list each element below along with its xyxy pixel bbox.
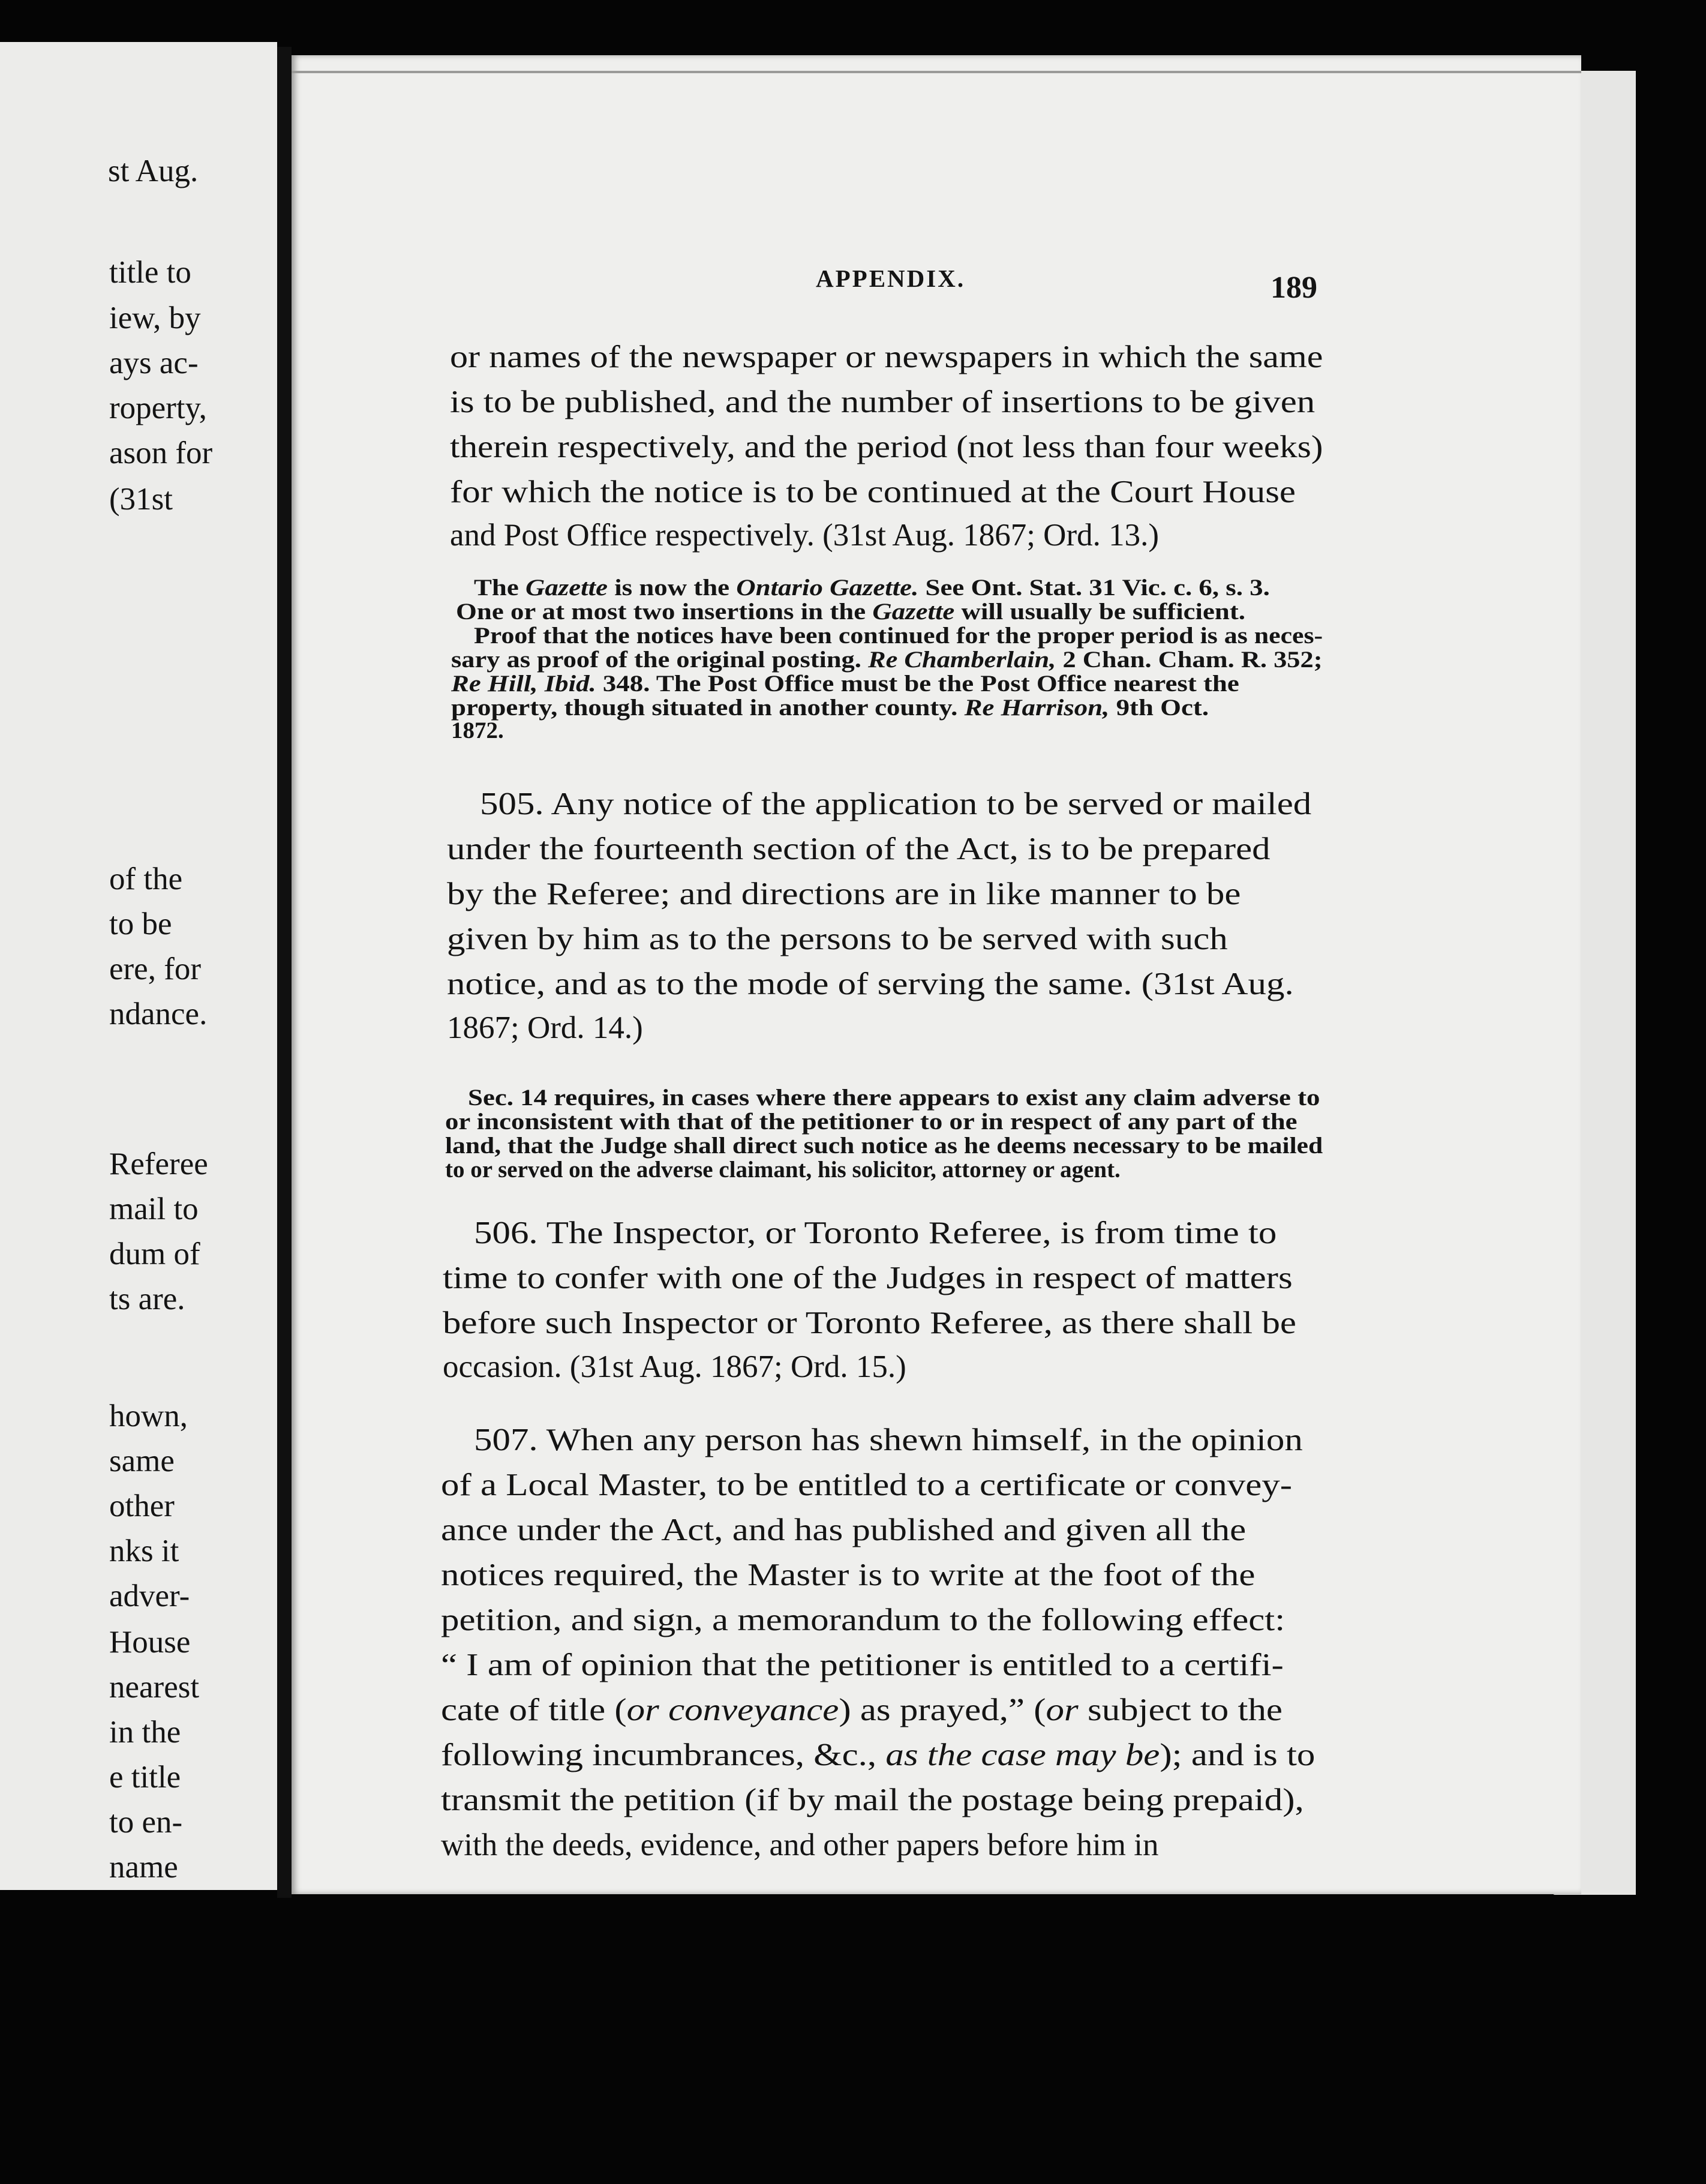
note-line: One or at most two insertions in the Gazette will usually be sufficient. (456, 599, 1246, 625)
page-top-edge (292, 71, 1581, 73)
book-gutter (277, 47, 292, 1898)
text-line: 1867; Ord. 14.) (447, 1010, 643, 1045)
left-page-fragment: ts are. (109, 1282, 185, 1316)
note-line: sary as proof of the original posting. Re Chamberlain, 2 Chan. Cham. R. 352; (451, 647, 1323, 673)
left-page-fragment: nks it (109, 1534, 179, 1568)
left-page-fragment: other (109, 1489, 175, 1523)
left-page-fragment: of the (109, 862, 183, 896)
note-line: to or served on the adverse claimant, his solicitor, attorney or agent. (445, 1157, 1121, 1183)
left-page-fragment: name (109, 1850, 178, 1885)
left-page-fragment: roperty, (109, 391, 207, 425)
text-line: time to confer with one of the Judges in respect of matters (443, 1261, 1293, 1295)
text-line: notice, and as to the mode of serving the same. (31st Aug. (447, 967, 1294, 1001)
text-line: with the deeds, evidence, and other papers before him in (441, 1828, 1159, 1862)
text-line: or names of the newspaper or newspapers in which the same (450, 340, 1323, 374)
text-line: under the fourteenth section of the Act, is to be prepared (447, 832, 1271, 866)
text-line: given by him as to the persons to be served with such (447, 922, 1228, 956)
note-line: The Gazette is now the Ontario Gazette. See Ont. Stat. 31 Vic. c. 6, s. 3. (474, 575, 1270, 601)
text-line: of a Local Master, to be entitled to a certificate or convey- (441, 1468, 1293, 1502)
running-head: APPENDIX. (816, 265, 966, 292)
text-line: cate of title (or conveyance) as prayed,” (or subject to the (441, 1693, 1282, 1727)
text-line: 507. When any person has shewn himself, in the opinion (474, 1423, 1303, 1457)
text-line: before such Inspector or Toronto Referee, as there shall be (443, 1306, 1296, 1340)
left-page-fragment: nearest (109, 1670, 200, 1705)
left-facing-page (0, 42, 277, 1890)
left-page-fragment: ays ac- (109, 346, 199, 380)
left-page-fragment: ason for (109, 436, 213, 470)
note-line: Re Hill, Ibid. 348. The Post Office must be the Post Office nearest the (451, 671, 1239, 697)
left-page-fragment: ere, for (109, 952, 201, 986)
note-line: or inconsistent with that of the petitioner to or in respect of any part of the (445, 1109, 1297, 1135)
text-line: and Post Office respectively. (31st Aug. 1867; Ord. 13.) (450, 518, 1159, 553)
text-line: petition, and sign, a memorandum to the following effect: (441, 1603, 1285, 1637)
text-line: 506. The Inspector, or Toronto Referee, is from time to (474, 1216, 1277, 1250)
page-number: 189 (1271, 271, 1317, 305)
text-line: 505. Any notice of the application to be served or mailed (480, 787, 1312, 821)
text-line: transmit the petition (if by mail the postage being prepaid), (441, 1783, 1304, 1817)
left-page-fragment: dum of (109, 1237, 200, 1271)
note-line: Sec. 14 requires, in cases where there appears to exist any claim adverse to (468, 1085, 1320, 1111)
left-page-fragment: hown, (109, 1399, 188, 1433)
left-page-fragment: House (109, 1625, 191, 1660)
left-page-fragment: title to (109, 255, 191, 290)
left-page-fragment: st Aug. (108, 154, 199, 188)
left-page-fragment: iew, by (109, 301, 201, 335)
text-line: is to be published, and the number of insertions to be given (450, 385, 1315, 419)
note-line: Proof that the notices have been continued for the proper period is as neces- (474, 623, 1323, 649)
left-page-fragment: in the (109, 1715, 181, 1750)
left-page-fragment: ndance. (109, 997, 208, 1031)
text-line: notices required, the Master is to write at the foot of the (441, 1558, 1256, 1592)
text-line: therein respectively, and the period (not less than four weeks) (450, 430, 1323, 464)
left-page-fragment: adver- (109, 1579, 190, 1613)
text-line: “ I am of opinion that the petitioner is entitled to a certifi- (441, 1648, 1284, 1682)
text-line: following incumbrances, &c., as the case may be); and is to (441, 1738, 1315, 1772)
text-line: occasion. (31st Aug. 1867; Ord. 15.) (443, 1349, 906, 1384)
left-page-fragment: e title (109, 1760, 181, 1795)
left-page-fragment: mail to (109, 1192, 199, 1226)
text-line: ance under the Act, and has published and given all the (441, 1513, 1247, 1547)
left-page-fragment: Referee (109, 1147, 208, 1181)
note-line: property, though situated in another county. Re Harrison, 9th Oct. (451, 695, 1209, 721)
left-page-fragment: (31st (109, 482, 173, 517)
note-line: 1872. (451, 718, 504, 743)
text-line: by the Referee; and directions are in like manner to be (447, 877, 1241, 911)
left-page-fragment: same (109, 1444, 175, 1478)
left-page-fragment: to be (109, 907, 172, 941)
left-page-fragment: to en- (109, 1805, 183, 1840)
note-line: land, that the Judge shall direct such notice as he deems necessary to be mailed (445, 1133, 1323, 1159)
text-line: for which the notice is to be continued at the Court House (450, 475, 1296, 509)
